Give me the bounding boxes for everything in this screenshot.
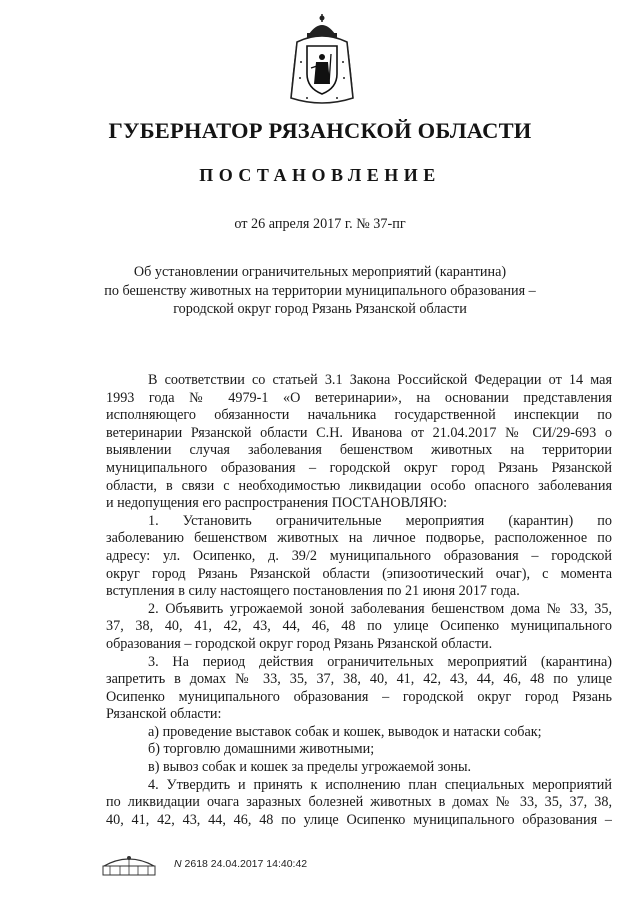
body-line: вступления в силу настоящего постановления по 21 июня 2017 года.	[106, 583, 520, 600]
body-line: 40, 41, 42, 43, 44, 46, 48 по улице Осипенко муниципального образования –	[106, 811, 612, 828]
sub-item-a: а) проведение выставок собак и кошек, выводок и натаски собак;	[148, 723, 542, 740]
body-line: заболеванию бешенством животных на личное подворье, расположенное по	[106, 530, 612, 547]
body-line: запретить в домах № 33, 35, 37, 38, 40, 41, 42, 43, 44, 46, 48 по улице	[106, 671, 612, 688]
body-line: Рязанской области:	[106, 706, 222, 723]
body-line: области, в связи с необходимостью ликвидации особо опасного заболевания	[106, 477, 612, 494]
body-line: по ликвидации очага заразных болезней животных в домах № 33, 35, 37, 38,	[106, 794, 612, 811]
body-line: ветеринарии Рязанской области С.Н. Иванова от 21.04.2017 № СИ/29-693 о	[106, 424, 612, 441]
subject-line: по бешенству животных на территории муниципального образования –	[104, 282, 536, 299]
registration-footer	[100, 850, 420, 880]
body-line: 2. Объявить угрожаемой зоной заболевания бешенством дома № 33, 35,	[148, 600, 612, 617]
body-line: Осипенко муниципального образования – городской округ город Рязань	[106, 688, 612, 705]
body-line: выявлении случая заболевания бешенством животных на территории	[106, 442, 612, 459]
governor-heading: ГУБЕРНАТОР РЯЗАНСКОЙ ОБЛАСТИ	[108, 118, 532, 143]
body-line: и недопущения его распространения ПОСТАНОВЛЯЮ:	[106, 495, 448, 512]
subject-line: городской округ город Рязань Рязанской области	[173, 301, 467, 317]
registry-stamp-icon	[100, 852, 158, 878]
body-line: В соответствии со статьей 3.1 Закона Российской Федерации от 14 мая	[148, 372, 612, 388]
document-subject	[95, 263, 545, 319]
body-line: округ город Рязань Рязанской области (эпизоотический очаг), с момента	[106, 565, 612, 582]
sub-item-b: б) торговлю домашними животными;	[148, 741, 375, 758]
body-line: адресу: ул. Осипенко, д. 39/2 муниципального образования – городской	[106, 547, 612, 564]
document-type-heading: ПОСТАНОВЛЕНИЕ	[199, 165, 441, 185]
registration-mark: N	[174, 858, 182, 870]
registration-number-date: 2618 24.04.2017 14:40:42	[184, 858, 308, 870]
body-line: 1. Установить ограничительные мероприятия (карантин) по	[148, 512, 612, 529]
subject-line: Об установлении ограничительных мероприятий (карантина)	[133, 264, 507, 280]
body-line: 1993 года № 4979-1 «О ветеринарии», на основании представления	[106, 389, 612, 406]
document-body	[106, 372, 612, 829]
body-line: образования – городской округ город Рязань Рязанской области.	[106, 635, 493, 652]
body-line: исполняющего обязанности начальника государственной инспекции по	[106, 407, 612, 424]
document-date-number: от 26 апреля 2017 г. № 37-пг	[234, 216, 406, 232]
registration-text	[174, 858, 307, 870]
sub-item-c: в) вывоз собак и кошек за пределы угрожаемой зоны.	[148, 759, 472, 776]
body-line: 3. На период действия ограничительных мероприятий (карантина)	[148, 653, 612, 670]
ryazan-coat-of-arms-icon	[287, 12, 357, 110]
body-line: 4. Утвердить и принять к исполнению план специальных мероприятий	[148, 776, 612, 793]
body-line: муниципального образования – городской округ город Рязань Рязанской	[106, 459, 612, 476]
body-line: 37, 38, 40, 41, 42, 43, 44, 46, 48 по улице Осипенко муниципального	[106, 618, 612, 635]
